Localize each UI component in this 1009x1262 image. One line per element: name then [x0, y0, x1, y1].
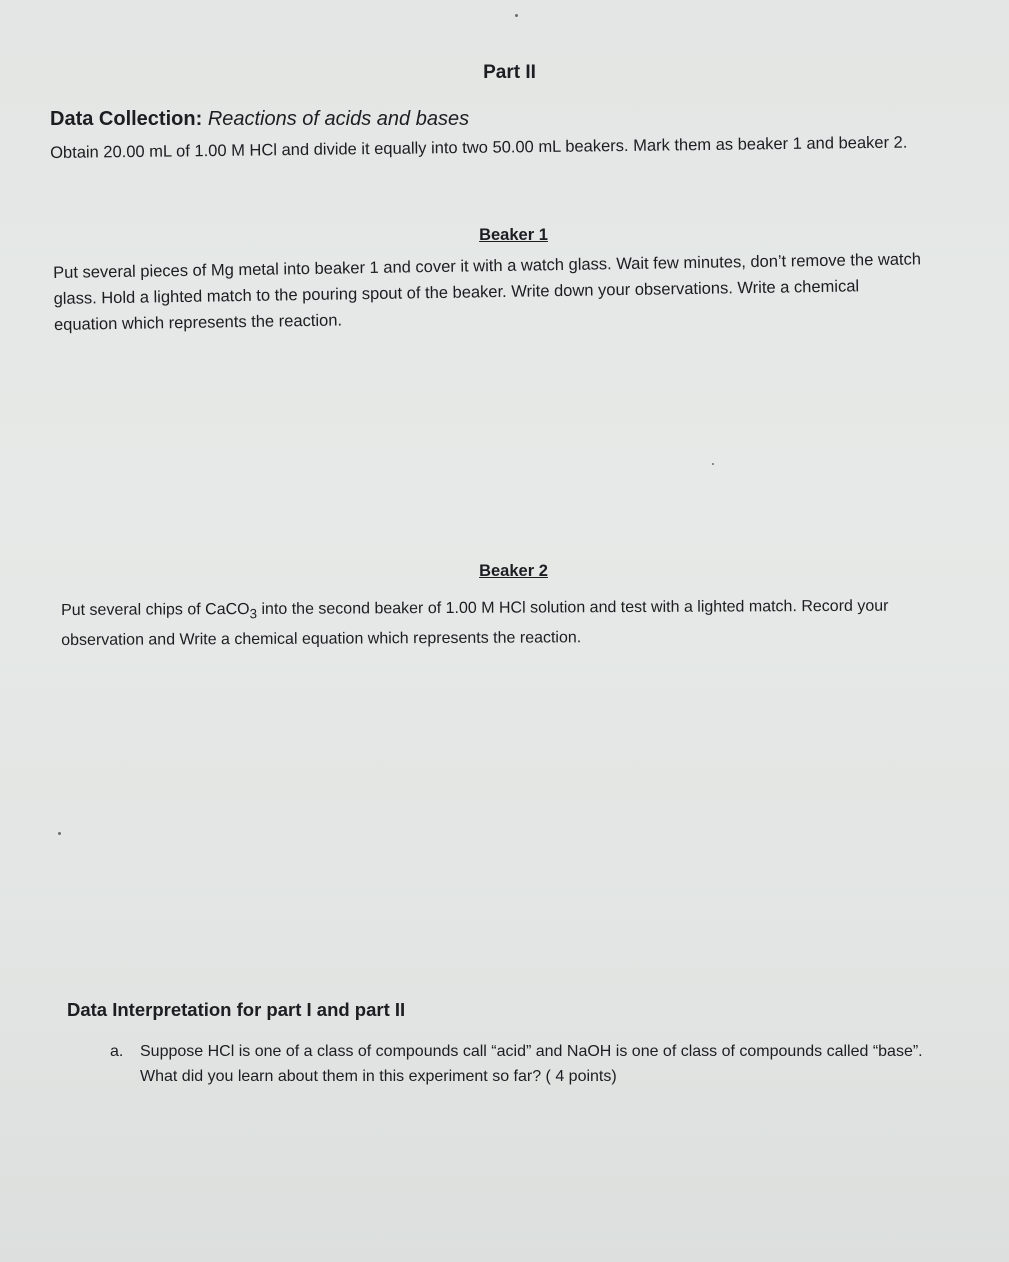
part-title: Part II [483, 62, 536, 83]
question-a [110, 1039, 930, 1089]
beaker-2-heading: Beaker 2 [479, 562, 548, 580]
section-label: Data Collection: [50, 108, 203, 130]
section-heading [50, 108, 469, 131]
section-subtitle: Reactions of acids and bases [207, 108, 470, 130]
question-marker: a. [110, 1043, 124, 1060]
beaker-1-instructions: Put several pieces of Mg metal into beaker 1 and cover it with a watch glass. Wait few minutes, don’t remove the watch glass. Hold a lighted match to the pouring spout of the beaker. Write down your observations. Write a chemical equation which represents the reaction. [53, 250, 922, 334]
formula-subscript: 3 [249, 606, 258, 622]
question-text: Suppose HCl is one of a class of compounds call “acid” and NaOH is one of class of compounds called “base”. What did you learn about them in this experiment so far? ( 4 points) [140, 1043, 923, 1085]
chemical-formula [205, 601, 258, 622]
paper-speck [712, 463, 714, 465]
intro-instructions: Obtain 20.00 mL of 1.00 M HCl and divide it equally into two 50.00 mL beakers. Mark them as beaker 1 and beaker 2. [50, 133, 908, 162]
beaker-2-text-start: Put several chips of [61, 601, 206, 619]
paper-speck [58, 832, 61, 835]
formula-base: CaCO [205, 601, 250, 619]
beaker-2-text-end: into the second beaker of 1.00 M HCl solution and test with a lighted match. Record your observation and Write a chemical equation which represents the reaction. [61, 597, 889, 650]
beaker-1-heading: Beaker 1 [479, 226, 548, 244]
interpretation-heading: Data Interpretation for part I and part II [67, 999, 406, 1020]
paper-speck [515, 14, 518, 17]
beaker-2-instructions [61, 593, 941, 654]
